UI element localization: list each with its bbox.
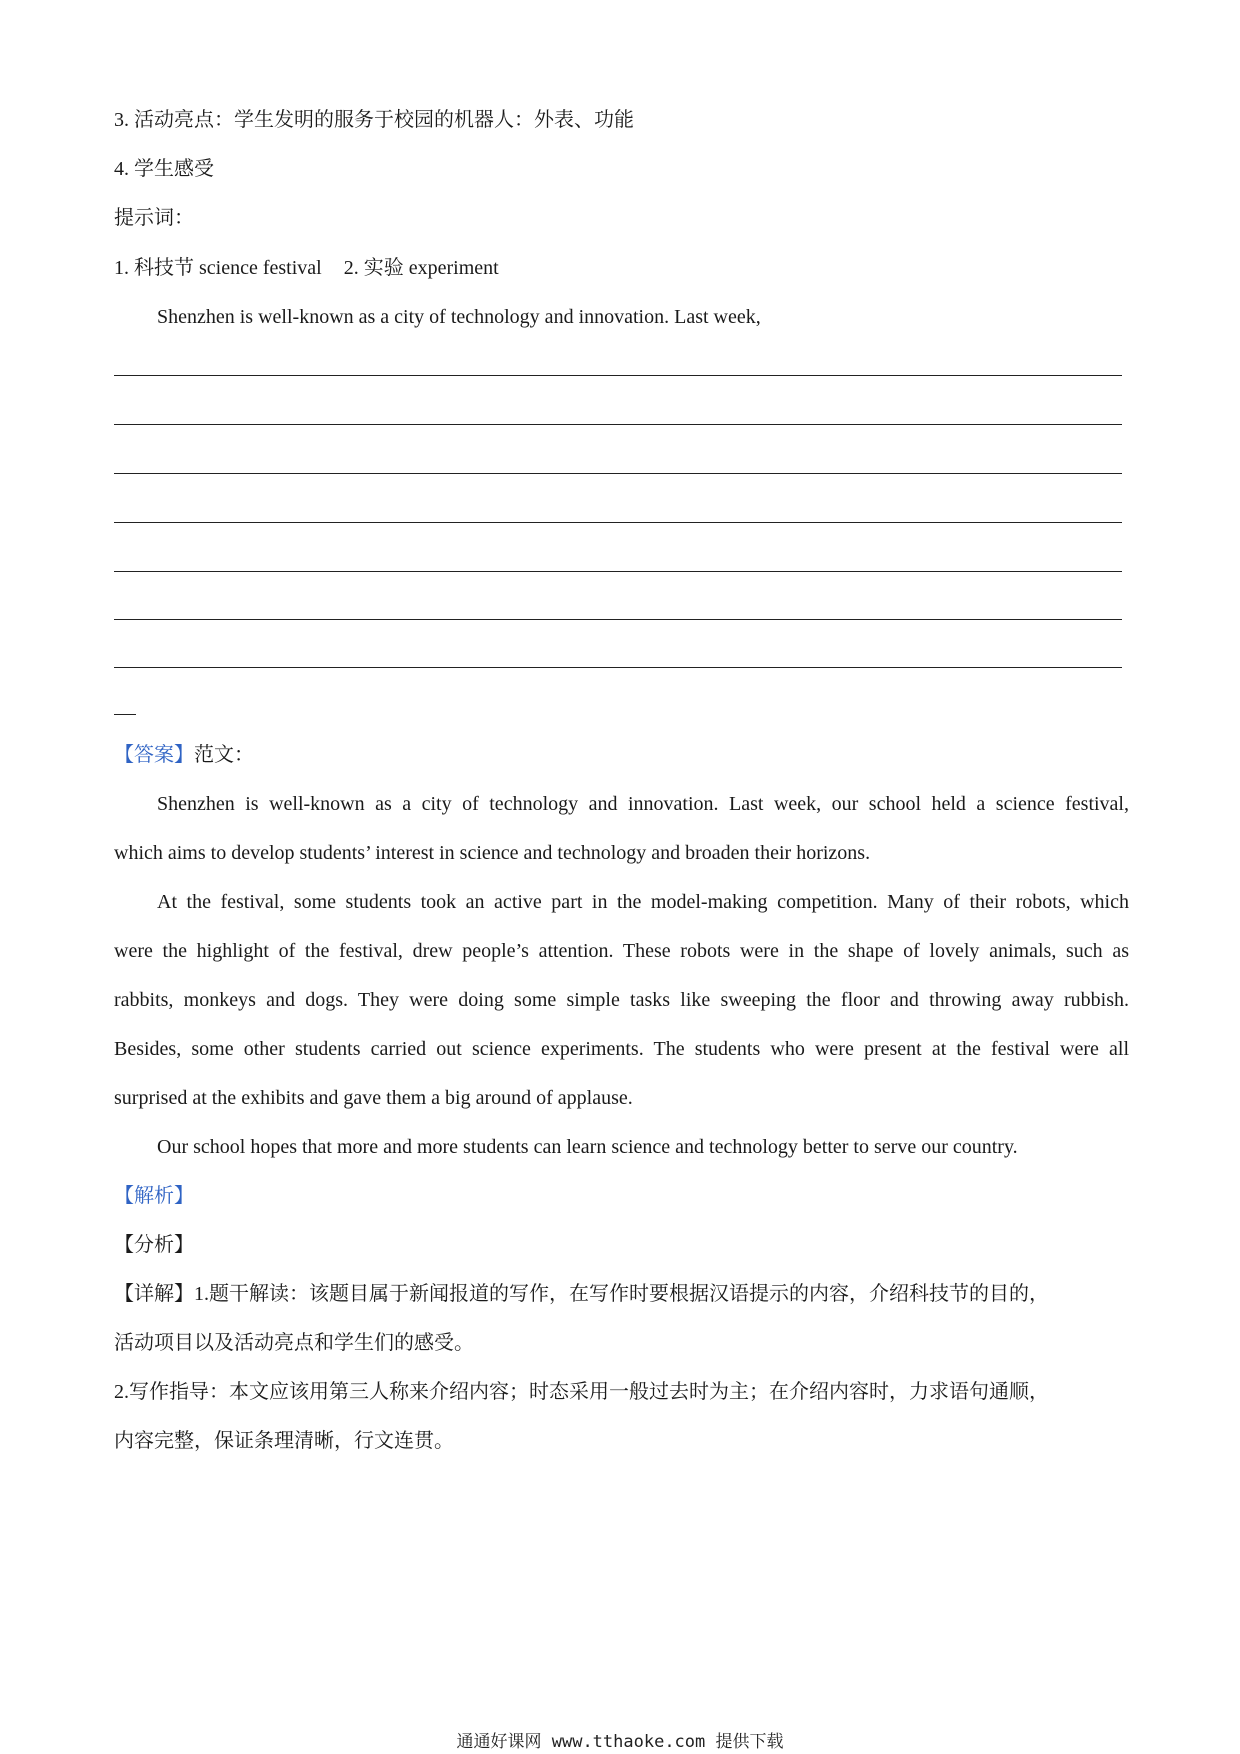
hint-words — [114, 254, 499, 282]
answer-line — [114, 667, 1122, 668]
answer-line — [114, 375, 1122, 376]
answer-line — [114, 424, 1122, 425]
answer-line — [114, 619, 1122, 620]
detail-tag: 【详解】 — [114, 1283, 194, 1305]
answer-line-end — [114, 714, 136, 715]
answer-heading — [114, 741, 254, 769]
model-essay-line: Our school hopes that more and more students can learn science and technology better to serve our country. — [157, 1136, 1018, 1158]
model-essay-line: which aims to develop students’ interest in science and technology and broaden their horizons. — [114, 842, 871, 864]
fenxi-tag: 【分析】 — [114, 1234, 194, 1256]
writing-opening: Shenzhen is well-known as a city of technology and innovation. Last week, — [157, 306, 761, 328]
answer-line — [114, 522, 1122, 523]
guide-line: 内容完整，保证条理清晰，行文连贯。 — [114, 1430, 454, 1452]
model-essay-line: Shenzhen is well-known as a city of technology and innovation. Last week, our school held a science festival, — [157, 793, 1129, 815]
guide-line: 2.写作指导：本文应该用第三人称来介绍内容；时态采用一般过去时为主；在介绍内容时，力求语句通顺， — [114, 1381, 1049, 1403]
hint-2: 2. 实验 experiment — [343, 257, 499, 279]
answer-line — [114, 571, 1122, 572]
answer-line — [114, 473, 1122, 474]
page-footer: 通通好课网 www.tthaoke.com 提供下载 — [456, 1732, 784, 1752]
model-essay-line: At the festival, some students took an active part in the model-making competition. Many of their robots, which — [157, 891, 1129, 913]
model-essay-line: were the highlight of the festival, drew people’s attention. These robots were in the shape of lovely animals, such as — [114, 940, 1129, 962]
hint-1: 1. 科技节 science festival — [114, 257, 322, 279]
analysis-tag: 【解析】 — [114, 1185, 194, 1207]
model-essay-line: rabbits, monkeys and dogs. They were doing some simple tasks like sweeping the floor and throwing away rubbish. — [114, 989, 1129, 1011]
detail-line: 活动项目以及活动亮点和学生们的感受。 — [114, 1332, 474, 1354]
model-essay-line: Besides, some other students carried out science experiments. The students who were present at the festival were all — [114, 1038, 1129, 1060]
outline-item-3: 3. 活动亮点：学生发明的服务于校园的机器人：外表、功能 — [114, 109, 634, 131]
outline-item-4: 4. 学生感受 — [114, 158, 214, 180]
model-essay-line: surprised at the exhibits and gave them a big around of applause. — [114, 1087, 633, 1109]
answer-label: 范文： — [194, 744, 254, 766]
answer-tag: 【答案】 — [114, 744, 194, 766]
detail-text: 1.题干解读：该题目属于新闻报道的写作，在写作时要根据汉语提示的内容，介绍科技节的目的， — [194, 1283, 1049, 1305]
detail-line — [114, 1280, 1049, 1308]
hint-label: 提示词： — [114, 207, 194, 229]
